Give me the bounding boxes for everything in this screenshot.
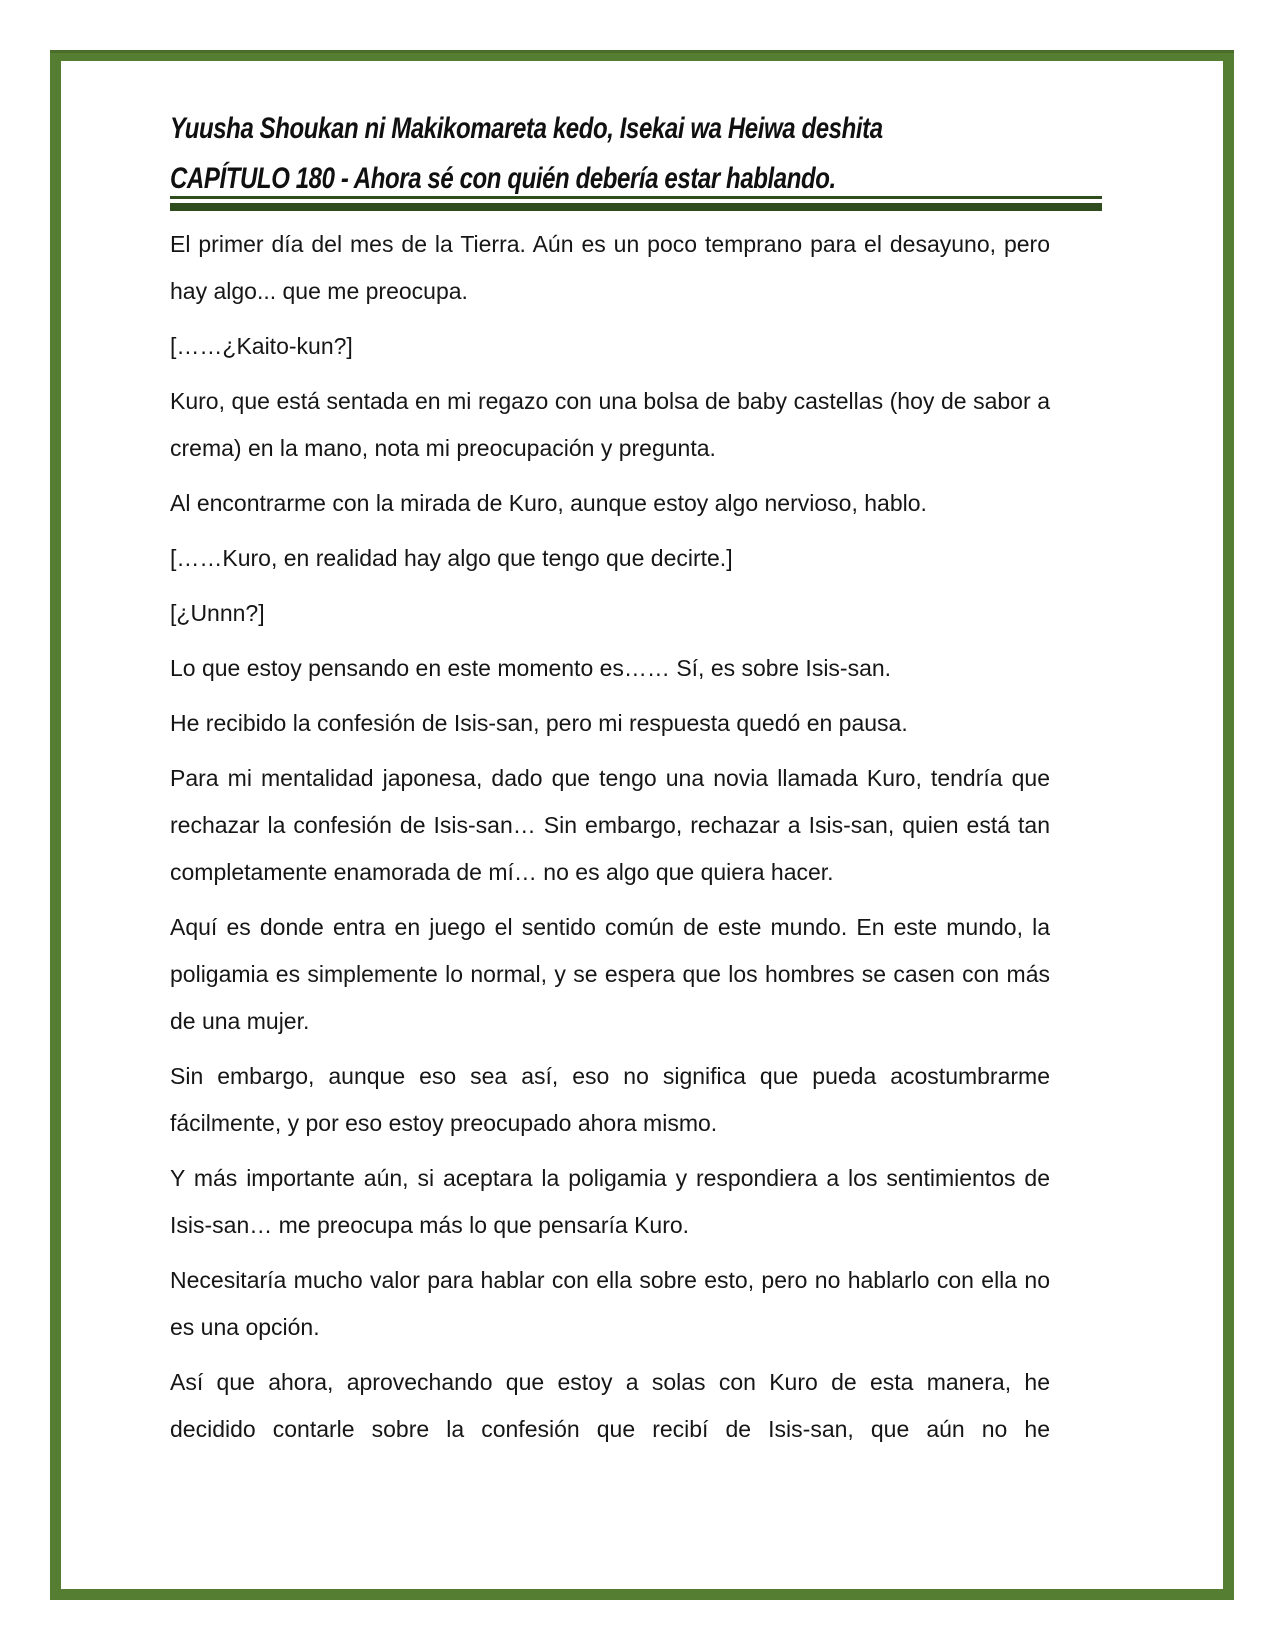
paragraph: Kuro, que está sentada en mi regazo con una bolsa de baby castellas (hoy de sabor a crema) en la mano, nota mi preocupación y pregunta. [170, 388, 1050, 461]
paragraph: [……¿Kaito-kun?] [170, 333, 353, 359]
series-title: Yuusha Shoukan ni Makikomareta kedo, Isekai wa Heiwa deshita [170, 112, 883, 145]
document-page [170, 50, 1050, 1461]
paragraph: Y más importante aún, si aceptara la poligamia y respondiera a los sentimientos de Isis-san… me preocupa más lo que pensaría Kuro. [170, 1165, 1050, 1238]
paragraph: Aquí es donde entra en juego el sentido común de este mundo. En este mundo, la poligamia es simplemente lo normal, y se espera que los hombres se casen con más de una mujer. [170, 914, 1050, 1034]
paragraph: Al encontrarme con la mirada de Kuro, aunque estoy algo nervioso, hablo. [170, 490, 927, 516]
paragraph: Lo que estoy pensando en este momento es…… Sí, es sobre Isis-san. [170, 655, 892, 681]
paragraph: He recibido la confesión de Isis-san, pero mi respuesta quedó en pausa. [170, 710, 908, 736]
paragraph: [¿Unnn?] [170, 600, 265, 626]
title-divider-bar [170, 203, 1102, 211]
title-block [170, 104, 1050, 204]
paragraph: [……Kuro, en realidad hay algo que tengo que decirte.] [170, 545, 733, 571]
paragraph: Así que ahora, aprovechando que estoy a solas con Kuro de esta manera, he decidido contarle sobre la confesión que recibí de Isis-san, que aún no he [170, 1369, 1050, 1442]
paragraph: Sin embargo, aunque eso sea así, eso no significa que pueda acostumbrarme fácilmente, y por eso estoy preocupado ahora mismo. [170, 1063, 1050, 1136]
chapter-body [170, 221, 1050, 1453]
chapter-title: CAPÍTULO 180 - Ahora sé con quién debería estar hablando. [170, 162, 836, 195]
paragraph: Para mi mentalidad japonesa, dado que tengo una novia llamada Kuro, tendría que rechazar la confesión de Isis-san… Sin embargo, rechazar a Isis-san, quien está tan completamente enamorada de mí… no es algo que quiera hacer. [170, 765, 1050, 885]
paragraph: El primer día del mes de la Tierra. Aún es un poco temprano para el desayuno, pero hay algo... que me preocupa. [170, 231, 1050, 304]
paragraph: Necesitaría mucho valor para hablar con ella sobre esto, pero no hablarlo con ella no es una opción. [170, 1267, 1050, 1340]
